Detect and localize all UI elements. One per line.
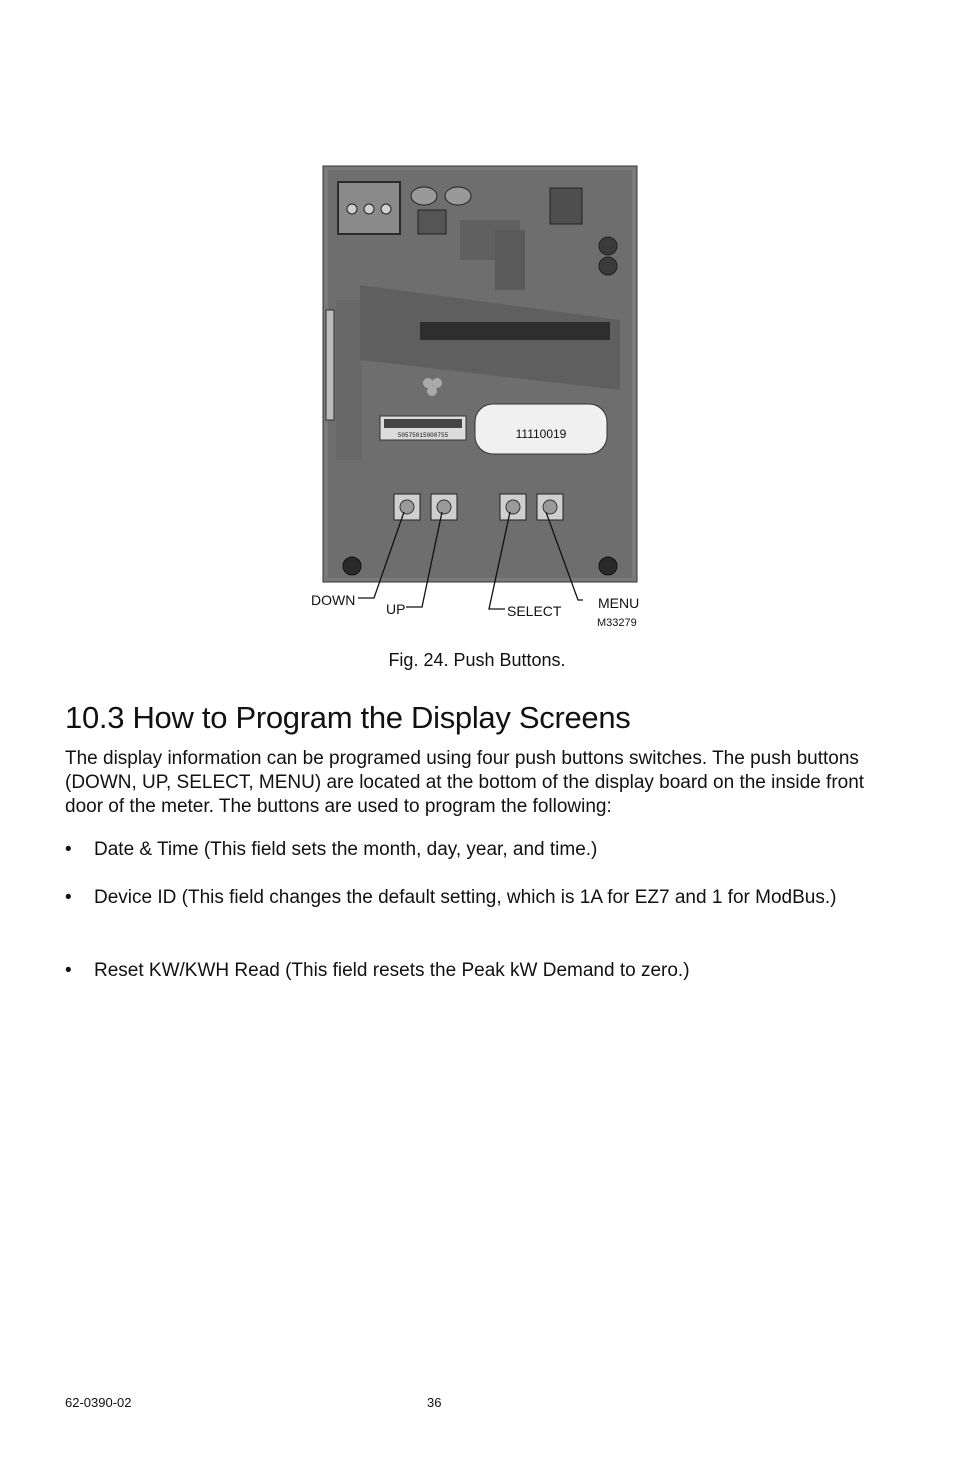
bullet-item [65,959,865,983]
barcode-text: 50575015000755 [397,432,449,439]
push-buttons-figure [300,160,660,640]
bullet-text: Device ID (This field changes the default setting, which is 1A for EZ7 and 1 for ModBus.) [94,887,837,908]
bullet-dot: • [65,839,72,860]
section-heading: 10.3 How to Program the Display Screens [65,700,631,735]
figure-caption: Fig. 24. Push Buttons. [388,650,566,670]
figure-id: M33279 [597,617,637,629]
callout-select: SELECT [507,603,562,619]
menu-push-button [537,494,563,520]
footer-doc-number: 62-0390-02 [65,1395,132,1410]
down-push-button [394,494,420,520]
callout-up: UP [386,601,406,617]
bullet-dot: • [65,887,72,908]
footer-page-number: 36 [427,1395,442,1410]
callout-menu: MENU [598,595,640,611]
up-push-button [431,494,457,520]
callout-down: DOWN [311,592,356,608]
bullet-text: Reset KW/KWH Read (This field resets the Peak kW Demand to zero.) [94,960,690,981]
bullet-dot: • [65,960,72,981]
bullet-item [65,886,865,910]
bullet-item [65,838,865,862]
select-push-button [500,494,526,520]
circuit-board-photo [300,160,660,640]
board-label-text: 11110019 [515,427,567,441]
intro-paragraph: The display information can be programed using four push buttons switches. The push buttons (DOWN, UP, SELECT, MENU) are located at the bottom of the display board on the inside front door of the meter. The buttons are used to program the following: [65,748,865,817]
bullet-text: Date & Time (This field sets the month, day, year, and time.) [94,839,598,860]
